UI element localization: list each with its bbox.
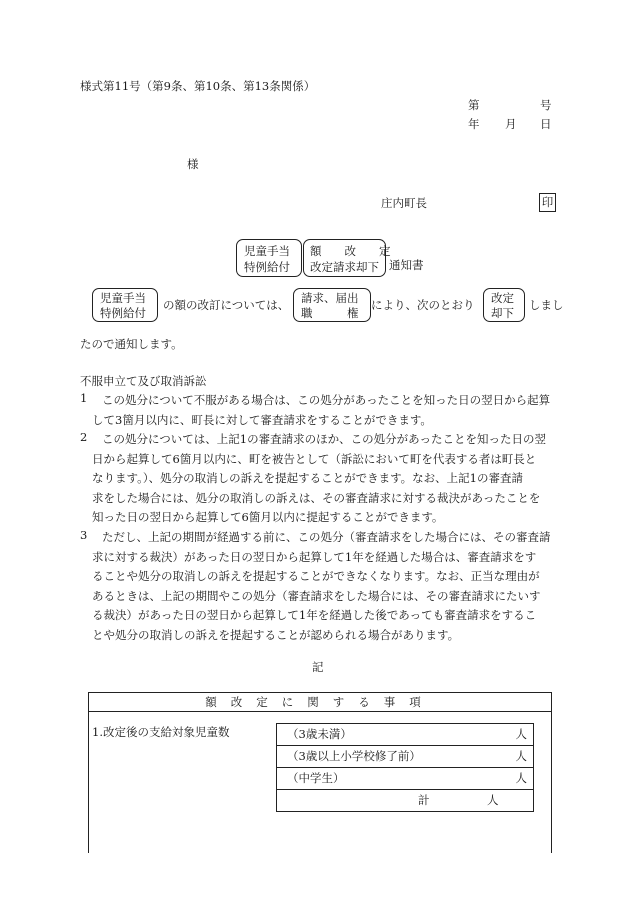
body-text-line2: たので通知します。 — [80, 337, 183, 351]
title-option-b-line2: 改定請求却下 — [310, 260, 379, 274]
count-unit: 人 — [515, 749, 527, 763]
body-text-part2: により、次のとおり — [371, 298, 475, 312]
appeal-item-3-line: る裁決）があった日の翌日から起算して1年を経過した後であっても審査請求をするこ — [92, 608, 537, 623]
body-option2-line2: 職 権 — [301, 306, 359, 320]
count-label: （3歳以上小学校修了前） — [287, 749, 421, 763]
appeal-item-3-line: 求に対する裁決）があった日の翌日から起算して1年を経過した場合は、審査請求をす — [92, 549, 537, 564]
appeal-item-2-line: 求をした場合には、処分の取消しの訴えは、その審査請求に対する裁決があったことを — [92, 490, 541, 505]
title-option-a-line1: 児童手当 — [244, 244, 290, 258]
issuer-name: 庄内町長 — [381, 196, 427, 210]
ki-heading: 記 — [312, 660, 324, 674]
body-option3-line1: 改定 — [491, 291, 514, 305]
appeal-item-3-line: とや処分の取消しの訴えを提起することが認められる場合があります。 — [92, 627, 460, 642]
body-text-part1: の額の改訂については、 — [163, 298, 290, 312]
title-option-b-line1: 額 改 定 — [310, 244, 391, 258]
total-label: 計 — [418, 793, 430, 807]
appeal-item-number: 3 — [80, 528, 88, 542]
appeal-item-1 — [92, 391, 550, 430]
appeal-item-3-line: あるときは、上記の期間やこの処分（審査請求をした場合には、その審査請求にたいす — [92, 588, 541, 603]
appeal-item-3-line: ることや処分の取消しの訴えを提起することができなくなります。なお、正当な理由が — [92, 569, 540, 584]
date-year: 年 — [468, 117, 480, 131]
doc-number-prefix: 第 — [468, 98, 480, 112]
seal-mark: 印 — [539, 193, 556, 212]
count-unit: 人 — [515, 727, 527, 741]
appeal-item-2-line: 日から起算して6箇月以内に、町を被告として（訴訟において町を代表する者は町長と — [92, 451, 537, 466]
body-option2-line1: 請求、届出 — [301, 291, 359, 305]
child-count-row — [277, 768, 533, 790]
appeal-item-2-line: 知った日の翌日から起算して6箇月以内に提起することができます。 — [92, 510, 444, 525]
count-label: （3歳未満） — [287, 727, 352, 741]
date-day: 日 — [540, 117, 552, 131]
child-count-row — [277, 746, 533, 768]
body-option3-line2: 却下 — [491, 306, 514, 320]
body-text-part3: しまし — [529, 298, 564, 312]
appeal-item-2-line: この処分については、上記1の審査請求のほか、この処分があったことを知った日の翌 — [102, 432, 546, 446]
appeal-heading: 不服申立て及び取消訴訟 — [80, 374, 207, 388]
date-month: 月 — [505, 117, 517, 131]
appeal-item-1-line: して3箇月以内に、町長に対して審査請求をすることができます。 — [92, 412, 432, 427]
title-option-a-line2: 特例給付 — [244, 260, 290, 274]
body-option1-line2: 特例給付 — [100, 306, 146, 320]
appeal-item-number: 1 — [80, 391, 88, 405]
total-row — [277, 790, 533, 811]
appeal-item-2 — [92, 430, 546, 528]
title-suffix: 通知書 — [389, 258, 424, 272]
appeal-item-2-line: なります。）、処分の取消しの訴えを提起することができます。なお、上記1の審査請 — [92, 471, 523, 486]
doc-number-suffix: 号 — [540, 98, 552, 112]
appeal-item-3-line: ただし、上記の期間が経過する前に、この処分（審査請求をした場合には、その審査請 — [102, 530, 551, 544]
addressee-suffix: 様 — [187, 157, 199, 171]
count-label: （中学生） — [287, 771, 345, 785]
child-count-box — [276, 723, 534, 812]
total-unit: 人 — [487, 793, 499, 807]
count-unit: 人 — [515, 771, 527, 785]
body-option1-line1: 児童手当 — [100, 291, 146, 305]
appeal-item-number: 2 — [80, 430, 88, 444]
form-number-header: 様式第11号（第9条、第10条、第13条関係） — [80, 79, 316, 93]
child-count-row — [277, 724, 533, 746]
appeal-item-3 — [92, 528, 551, 646]
table-header: 額改定に関する事項 — [89, 693, 551, 712]
row1-label: 1.改定後の支給対象児童数 — [92, 725, 230, 739]
appeal-item-1-line: この処分について不服がある場合は、この処分があったことを知った日の翌日から起算 — [102, 393, 551, 407]
